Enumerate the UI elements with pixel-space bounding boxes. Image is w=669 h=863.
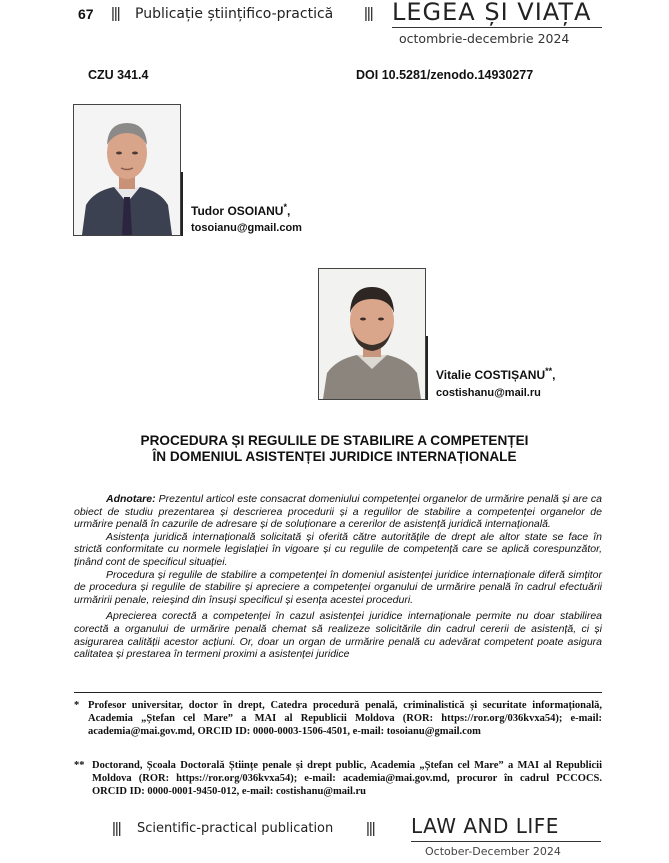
footnote-mark: ** — [545, 366, 553, 376]
portrait-image — [319, 269, 425, 399]
author-divider-2 — [426, 336, 428, 400]
abstract-paragraph: Asistența juridică internațională solicitată și oferită către autoritățile de drept ale altor state se face în strictă conformitate cu normele legislației în vigoare și cu regulile de competență care se aplică corespunzător, ținând cont de specificul situației. — [74, 530, 602, 568]
abstract-paragraph: Aprecierea corectă a competenței în cazul asistenței juridice internaționale permite nu doar stabilirea corectă a organului de urmărire penală chemat să realizeze solicitările din cadrul cererii de asistență, ci și asigurarea calității acestor acțiuni. Or, doar un organ de urmărire penală cu adevărat competent poate asigura calitatea și prestarea în termeni proximi a asistenței juridice — [74, 610, 602, 661]
footnote-text: Doctorand, Școala Doctorală Științe penale și drept public, Academia „Ștefan cel Mare” a MAI al Republicii Moldova (ROR: https://ror.org/036kvxa54); e-mail: academia@mai.gov.md, procuror în cadrul PCCOCS. ORCID ID: 0000-0001-9450-012, e-mail: costishanu@mail.ru — [92, 760, 602, 797]
footnote-2 — [74, 759, 602, 798]
header-separator-2: ||| — [364, 5, 373, 22]
footer-publication-type: Scientific-practical publication — [137, 821, 334, 836]
header-journal-title: LEGEA ȘI VIAȚA — [392, 0, 592, 26]
footer-divider — [411, 841, 601, 842]
author-first-name: Vitalie — [436, 368, 475, 382]
abstract-paragraph: Procedura și regulile de stabilire a competenței în domeniul asistenței juridice internaționale diferă simțitor de procedura și regulile de stabilire și apreciere a competenței organului de urmărire penală în cadrul efectuării urmăririi penale, reieșind din însuși specificul și esența acestei proceduri. — [74, 568, 602, 606]
abstract-paragraph — [74, 493, 602, 531]
author-first-name: Tudor — [191, 204, 228, 218]
footnote-mark: ** — [74, 760, 85, 771]
author-last-name: OSOIANU — [227, 204, 284, 218]
footer-separator: ||| — [112, 820, 121, 837]
paragraph-text: Prezentul articol este consacrat domeniului competenței organelor de urmărire penală și are ca obiect de studiu prezentarea și descrierea procedurii și a regulilor de stabilire a competenței organelor de urmărire penală în cazurile de adresare și de soluționare a cererilor de asistență juridică internațională. — [74, 493, 602, 531]
footer-separator-2: ||| — [366, 820, 375, 837]
author-photo-1 — [73, 104, 181, 236]
author-last-name: COSTIȘANU — [474, 368, 546, 382]
portrait-image — [74, 105, 180, 235]
name-suffix: , — [286, 204, 291, 218]
header-period: octombrie-decembrie 2024 — [399, 31, 570, 46]
author-email-1: tosoianu@gmail.com — [191, 222, 302, 234]
article-title — [60, 433, 609, 465]
abstract — [74, 493, 602, 661]
udc-code: CZU 341.4 — [88, 68, 149, 82]
author-email-2: costishanu@mail.ru — [436, 387, 541, 399]
author-name-2 — [436, 366, 556, 382]
title-line-2: ÎN DOMENIUL ASISTENȚEI JURIDICE INTERNAȚIONALE — [152, 449, 517, 464]
footer-period: October-December 2024 — [425, 845, 561, 858]
title-line-1: PROCEDURA ȘI REGULILE DE STABILIRE A COMPETENȚEI — [140, 433, 529, 448]
author-divider-1 — [181, 172, 183, 236]
footnote-divider — [74, 692, 602, 693]
footnote-text: Profesor universitar, doctor în drept, Catedra procedură penală, criminalistică și securitate informațională, Academia „Ștefan cel Mare” a MAI al Republicii Moldova (ROR: https://ror.org/036kvxa54); e-mail: academia@mai.gov.md, ORCID ID: 0000-0003-1506-4501, e-mail: tosoianu@gmail.com — [88, 700, 602, 737]
header-publication-type: Publicație științifico-practică — [135, 6, 334, 22]
name-suffix: , — [552, 368, 556, 382]
page-number: 67 — [78, 6, 94, 22]
author-photo-2 — [318, 268, 426, 400]
header-divider — [392, 27, 602, 28]
header-separator: ||| — [111, 5, 120, 22]
author-name-1 — [191, 202, 290, 218]
doi: DOI 10.5281/zenodo.14930277 — [356, 68, 534, 82]
footer-journal-title: LAW AND LIFE — [411, 814, 559, 838]
abstract-label: Adnotare: — [106, 493, 156, 505]
footnote-mark: * — [74, 700, 80, 711]
footnote-mark: * — [283, 202, 287, 212]
footnote-1 — [74, 699, 602, 738]
